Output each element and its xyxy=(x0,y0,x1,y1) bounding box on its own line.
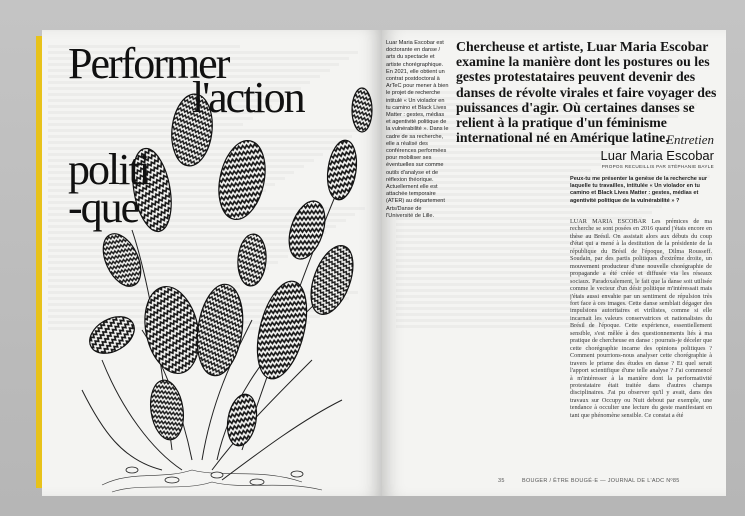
standfirst: Chercheuse et artiste, Luar Maria Escobar examine la manière dont les postures ou les gestes protestataires peuvent devenir des danses de révolte virales et faire voyager des puissances d'agir. Où certaines danses se relient à la pratique d'un féminisme international né en Amérique latine. xyxy=(456,39,717,146)
title-line-3: politi xyxy=(68,145,149,194)
right-page xyxy=(382,30,726,496)
show-through-line xyxy=(396,325,598,328)
author-intro: Luar Maria Escobar est doctorante en danse / arts du spectacle et artiste chorégraphique. En 2021, elle obtient un contrat postdoctoral à ArTeC pour mener à bien le projet de recherche intitulé « Un violador en tu camino et Black Lives Matter : gestes, médias et agentivité politique de la vulnérabilité ». Dans le cadre de sa recherche, elle a réalisé des conférences performées pour mobiliser ses éventuelles sur comme outils d'analyse et de réflexion théorique. Actuellement elle est attachée temporaire (ATER) au département Arts/Danse de l'Université de Lille. xyxy=(386,40,449,219)
title-line-4: -que xyxy=(68,183,139,232)
kicker-entretien: Entretien xyxy=(666,132,714,147)
title-line-1: Performer xyxy=(68,39,229,88)
running-title: BOUGER / ÊTRE BOUGÉ·E — JOURNAL DE L'ADC Nº85 xyxy=(522,478,680,484)
magazine-spread xyxy=(36,30,726,496)
show-through-line xyxy=(396,247,594,250)
interview-answer: LUAR MARIA ESCOBAR Les prémices de ma recherche se sont posées en 2016 quand j'étais encore en thèse au Brésil. On assistait alors aux débuts du coup d'état qui a mené à la destitution de la présidente de la république du Brésil de l'époque, Dilma Rousseff. Soudain, par des partis politiques d'extrême droite, un mouvement producteur d'une nouvelle chorégraphie de propagande a été créée et diffusée via les réseaux sociaux. Paradoxalement, le fait que la danse soit utilisée comme le vecteur d'un désir politique m'intéressait mais j'étais aussi envahie par un sentiment de répulsion très fort face à ces images. Cette danse semblait dégager des impulsions autoritaires et virilistes, comme si elle incarnait les valeurs conservatrices et nationalistes du Brésil de l'époque. Cette expérience, essentiellement sensible, s'est mêlée à des questionnements liés à ma pratique de chercheuse en danse : pourrais-je déceler que cette chorégraphie incarne des opinions politiques ? Comment pourrions-nous analyser cette chorégraphie à travers le prisme des études en danse ? Et quel serait l'apport scientifique d'une telle analyse ? J'ai commencé à m'intéresser à la manière dont la performativité protestataire était traitée dans d'autres champs disciplinaires. J'ai pu observer qu'il y avait, dans des travaux sur Occupy ou Nuit debout par exemple, une tendance à occulter une lecture du geste manifestant en tant que phénomène sensible. Ce constat a été xyxy=(570,218,712,419)
interview-question: Peux-tu me présenter la genèse de la recherche sur laquelle tu travailles, intitulée « Un violador en tu camino et Black Lives Matter : gestes, médias et agentivité politique de la vulnérabilité » ? xyxy=(570,176,708,204)
left-page xyxy=(42,30,382,496)
byline-credit: PROPOS RECUEILLIS PAR STÉPHANIE BAYLE xyxy=(601,164,714,169)
page-number: 35 xyxy=(498,478,505,484)
title-line-2: l'action xyxy=(192,73,304,122)
interviewee-name: Luar Maria Escobar xyxy=(600,148,714,163)
